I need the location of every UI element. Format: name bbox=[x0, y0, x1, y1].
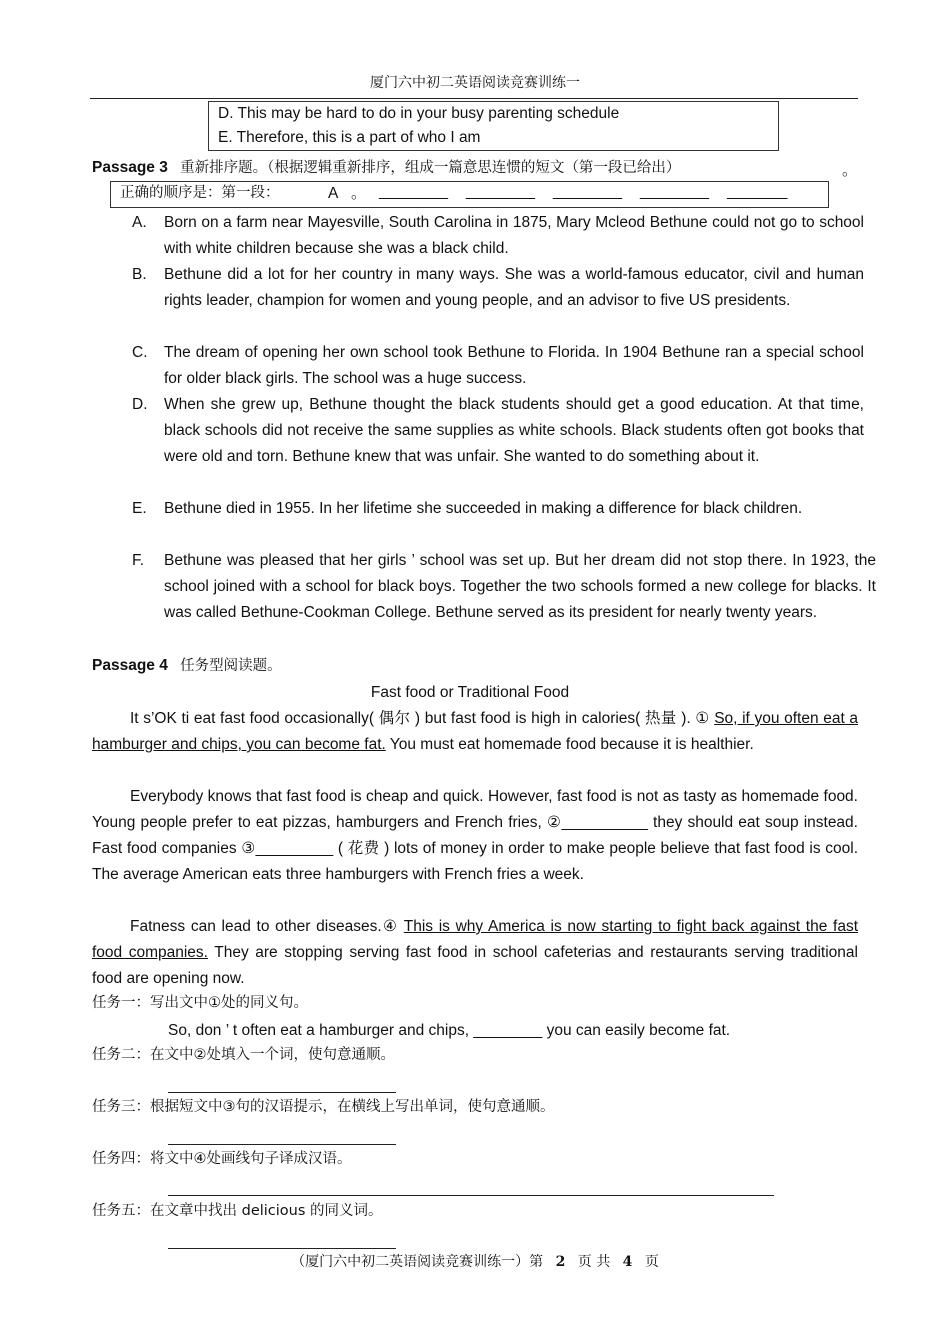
para2-text-c: ( 花费 ) lots of money in order to make people believe that fast food is cool. The average American eats three hamburgers with French fries a week. bbox=[92, 840, 858, 883]
para3-underlined-sentence: This is why America is now starting to fight back against the fast food companies. bbox=[92, 918, 859, 961]
task-text: 在文中②处填入一个词，使句意通顺。 bbox=[150, 1047, 395, 1063]
task-text: 在文章中找出 delicious 的同义词。 bbox=[150, 1203, 383, 1219]
header-rule bbox=[90, 98, 858, 99]
passage4-instruction: 任务型阅读题。 bbox=[180, 658, 282, 674]
task-label: 任务四： bbox=[92, 1151, 150, 1167]
blank-2[interactable]: ②__________ bbox=[546, 814, 648, 831]
options-box bbox=[208, 101, 779, 151]
passage3-label: Passage 3 bbox=[92, 159, 168, 176]
article-paragraph-1 bbox=[92, 706, 858, 758]
para1-underlined-sentence: So, if you often eat a hamburger and chips, you can become fat. bbox=[92, 710, 858, 753]
order-blank-1[interactable]: ________ bbox=[379, 183, 448, 200]
item-label: B. bbox=[132, 266, 147, 283]
page-footer bbox=[0, 1251, 950, 1271]
item-text: When she grew up, Bethune thought the black students should get a good education. At that time, black schools did not receive the same supplies as white schools. Black students often got books that were old and torn. Bethune knew that was unfair. She wanted to do something about it. bbox=[164, 396, 864, 465]
task-label: 任务五： bbox=[92, 1203, 150, 1219]
task1-sentence[interactable]: So, don ’ t often eat a hamburger and chips, ________ you can easily become fat. bbox=[168, 1022, 731, 1039]
order-first: A bbox=[328, 185, 339, 202]
task-text: 根据短文中③句的汉语提示，在横线上写出单词，使句意通顺。 bbox=[150, 1099, 555, 1115]
option-e: E. Therefore, this is a part of who I am bbox=[218, 129, 481, 146]
article-paragraph-3 bbox=[92, 914, 858, 992]
item-label: C. bbox=[132, 344, 148, 361]
passage3-heading bbox=[92, 155, 680, 181]
para2-text: Everybody knows that fast food is cheap and quick. However, fast food is not as tasty as homemade food. Young people prefer to eat pizzas, hamburgers and French fries, bbox=[92, 788, 858, 831]
para1-start: It s’OK ti eat fast food occasionally( 偶尔 ) but fast food is high in calories( 热量 ). ① bbox=[130, 710, 710, 727]
task-label: 任务三： bbox=[92, 1099, 150, 1115]
task-text: 将文中④处画线句子译成汉语。 bbox=[150, 1151, 352, 1167]
order-answer-box bbox=[110, 181, 829, 208]
item-text: Bethune died in 1955. In her lifetime she succeeded in making a difference for black children. bbox=[164, 500, 803, 517]
item-text: Bethune was pleased that her girls ’ school was set up. But her dream did not stop there. In 1923, the school joined with a school for black boys. Together the two schools formed a new college for blacks. It was called Bethune-Cookman College. Bethune served as its president for nearly twenty years. bbox=[164, 552, 876, 621]
passage4-label: Passage 4 bbox=[92, 657, 168, 674]
footer-suffix: 页 bbox=[644, 1254, 659, 1270]
footer-page-number: 2 bbox=[555, 1254, 566, 1270]
order-sep: 。 bbox=[351, 185, 367, 202]
item-text: Born on a farm near Mayesville, South Carolina in 1875, Mary Mcleod Bethune could not go to school with white children because she was a black child. bbox=[164, 214, 864, 257]
task3-answer-line[interactable] bbox=[168, 1144, 396, 1145]
item-label: D. bbox=[132, 396, 148, 413]
task2-answer-line[interactable] bbox=[168, 1092, 396, 1093]
task-2 bbox=[92, 1042, 395, 1068]
order-blank-5[interactable]: _______ bbox=[727, 183, 788, 200]
task-label: 任务一： bbox=[92, 995, 150, 1011]
item-label: E. bbox=[132, 500, 147, 517]
task-text: 写出文中①处的同义句。 bbox=[150, 995, 308, 1011]
para1-end: You must eat homemade food because it is healthier. bbox=[389, 736, 754, 753]
task-label: 任务二： bbox=[92, 1047, 150, 1063]
page-header: 厦门六中初二英语阅读竞赛训练一 bbox=[370, 75, 580, 91]
task4-answer-line[interactable] bbox=[168, 1195, 774, 1196]
para2-text-b: they should eat soup instead. Fast food companies bbox=[92, 814, 858, 857]
footer-mid: 页 共 bbox=[577, 1254, 611, 1270]
passage3-trail: 。 bbox=[842, 162, 858, 179]
task-1 bbox=[92, 990, 308, 1016]
order-blank-4[interactable]: ________ bbox=[640, 183, 709, 200]
para3-start: Fatness can lead to other diseases.④ bbox=[130, 918, 399, 935]
option-d: D. This may be hard to do in your busy parenting schedule bbox=[218, 105, 620, 122]
item-text: Bethune did a lot for her country in many ways. She was a world-famous educator, civil and human rights leader, champion for women and young people, and an advisor to five US presidents. bbox=[164, 266, 864, 309]
article-paragraph-2 bbox=[92, 784, 858, 888]
passage4-heading bbox=[92, 653, 282, 679]
task-5 bbox=[92, 1198, 383, 1224]
task-3 bbox=[92, 1094, 555, 1120]
item-text: The dream of opening her own school took Bethune to Florida. In 1904 Bethune ran a special school for older black girls. The school was a huge success. bbox=[164, 344, 864, 387]
footer-total-pages: 4 bbox=[622, 1254, 633, 1270]
item-label: A. bbox=[132, 214, 147, 231]
task5-answer-line[interactable] bbox=[168, 1248, 396, 1249]
order-label: 正确的顺序是：第一段： bbox=[120, 185, 280, 201]
order-blank-3[interactable]: ________ bbox=[553, 183, 622, 200]
item-label: F. bbox=[132, 552, 145, 569]
article-title: Fast food or Traditional Food bbox=[370, 684, 570, 701]
order-blank-2[interactable]: ________ bbox=[466, 183, 535, 200]
footer-prefix: （厦门六中初二英语阅读竞赛训练一）第 bbox=[291, 1254, 544, 1270]
para3-end: They are stopping serving fast food in school cafeterias and restaurants serving traditional food are opening now. bbox=[92, 944, 858, 987]
task-4 bbox=[92, 1146, 352, 1172]
blank-3[interactable]: ③_________ bbox=[241, 840, 334, 857]
passage3-instruction: 重新排序题。（根据逻辑重新排序，组成一篇意思连惯的短文（第一段已给出） bbox=[180, 160, 681, 176]
